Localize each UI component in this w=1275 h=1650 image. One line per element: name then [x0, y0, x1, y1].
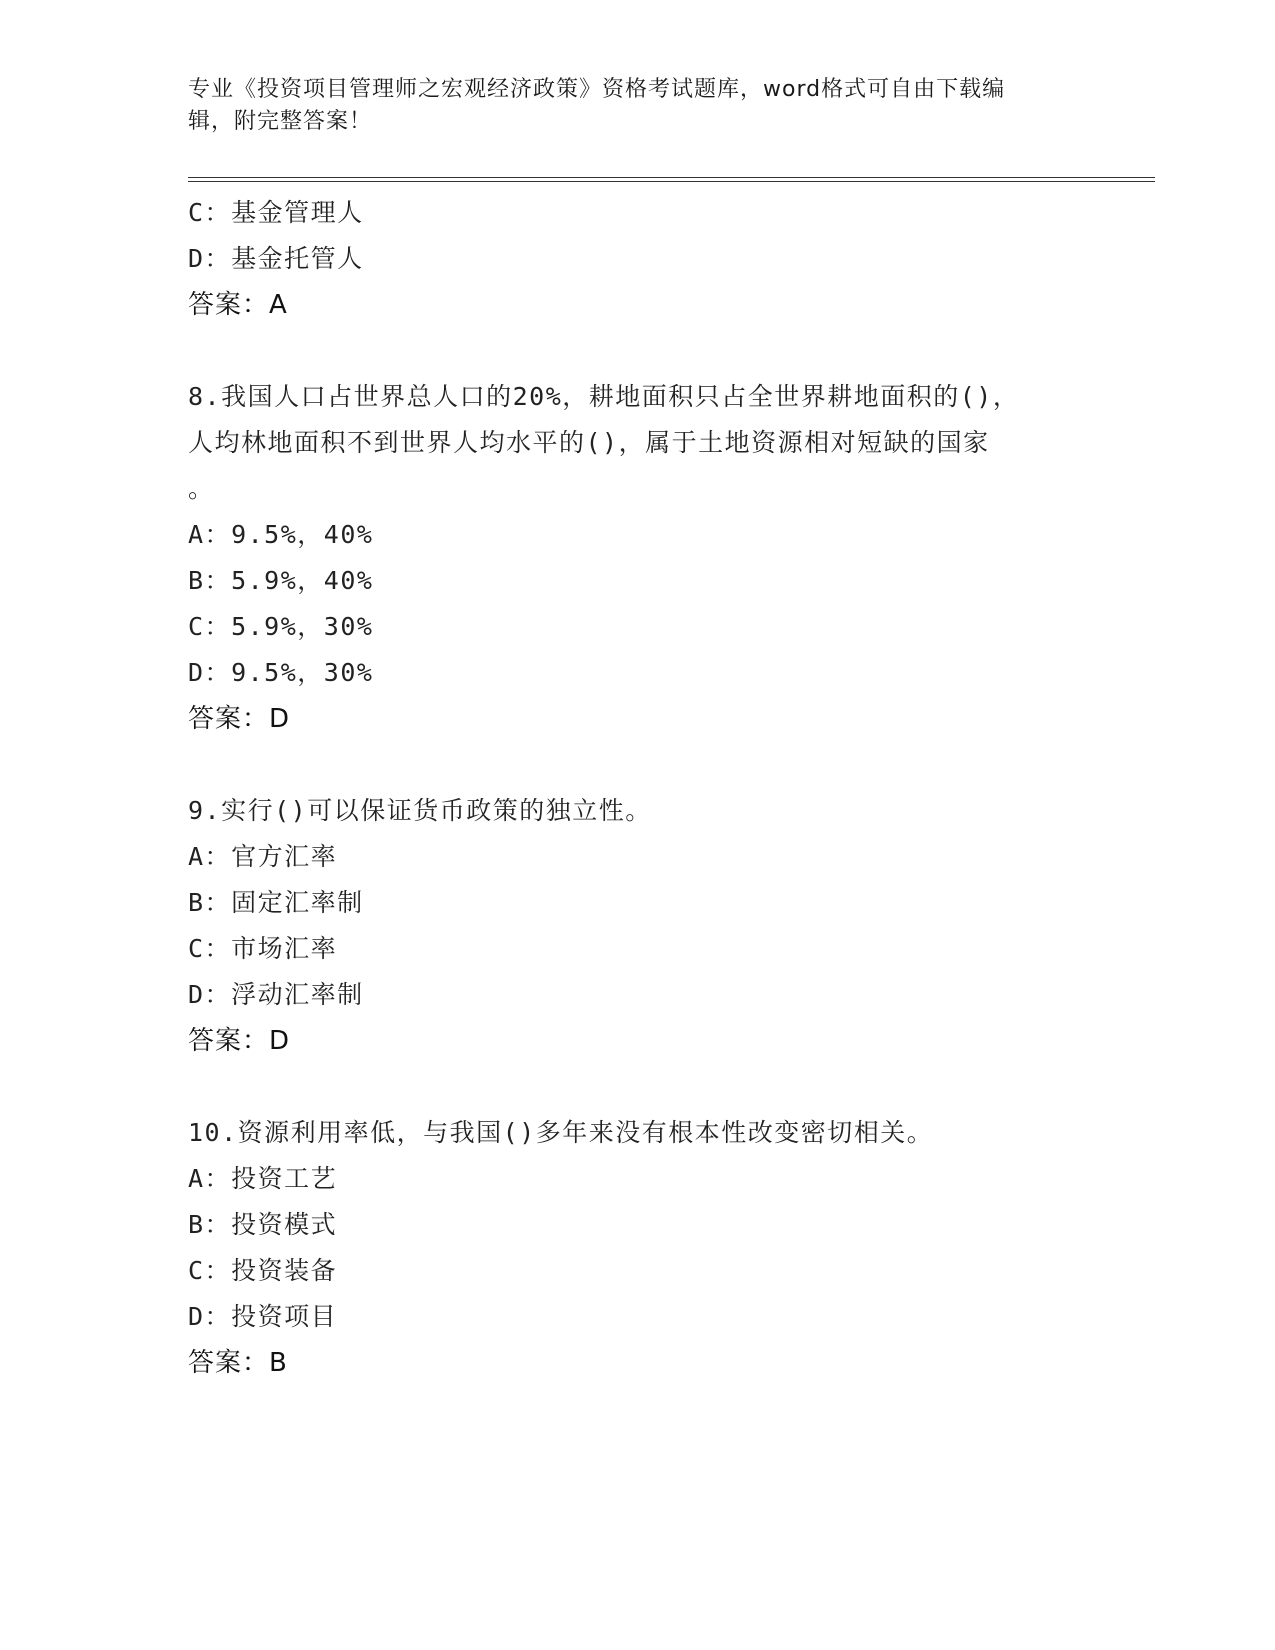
- option-label: A：: [188, 1164, 232, 1193]
- spacer: [188, 1064, 1088, 1110]
- option-label: A：: [188, 520, 232, 549]
- option-text: 固定汇率制: [231, 888, 364, 917]
- option-text: 投资模式: [231, 1210, 338, 1239]
- question-stem-line: 10.资源利用率低，与我国()多年来没有根本性改变密切相关。: [188, 1118, 934, 1147]
- option-label: D：: [188, 980, 232, 1009]
- option-label: A：: [188, 842, 232, 871]
- question-10: [188, 1110, 1088, 1386]
- option-text: 5.9%，40%: [231, 566, 374, 595]
- spacer: [188, 742, 1088, 788]
- option-a: [188, 512, 1088, 558]
- option-b: [188, 1202, 1088, 1248]
- answer-line: 答案：D: [188, 1026, 291, 1056]
- option-text: 基金管理人: [231, 198, 364, 227]
- question-stem-line: 人均林地面积不到世界人均水平的()，属于土地资源相对短缺的国家: [188, 428, 990, 457]
- option-c: [188, 604, 1088, 650]
- option-text: 投资装备: [231, 1256, 338, 1285]
- option-text: 5.9%，30%: [231, 612, 374, 641]
- question-stem-line: 9.实行()可以保证货币政策的独立性。: [188, 796, 652, 825]
- header-divider: [188, 177, 1155, 182]
- question-list: [188, 190, 1088, 1386]
- option-label: C：: [188, 612, 232, 641]
- answer-line: 答案：D: [188, 704, 291, 734]
- answer-line: 答案：B: [188, 1348, 288, 1378]
- option-label: C：: [188, 934, 232, 963]
- answer-line: 答案：A: [188, 290, 288, 320]
- option-label: C：: [188, 1256, 232, 1285]
- option-label: B：: [188, 1210, 232, 1239]
- option-text: 投资项目: [231, 1302, 338, 1331]
- option-label: C：: [188, 198, 232, 227]
- header-line-1: 专业《投资项目管理师之宏观经济政策》资格考试题库，word格式可自由下载编: [188, 77, 1006, 102]
- question-8: [188, 374, 1088, 742]
- option-text: 9.5%，40%: [231, 520, 374, 549]
- option-a: [188, 834, 1088, 880]
- page-header: [188, 74, 1068, 138]
- option-d: [188, 1294, 1088, 1340]
- option-text: 官方汇率: [231, 842, 338, 871]
- option-label: D：: [188, 1302, 232, 1331]
- spacer: [188, 328, 1088, 374]
- option-text: 投资工艺: [231, 1164, 338, 1193]
- option-text: 市场汇率: [231, 934, 338, 963]
- option-a: [188, 1156, 1088, 1202]
- option-b: [188, 558, 1088, 604]
- option-label: B：: [188, 888, 232, 917]
- option-c: [188, 190, 1088, 236]
- option-text: 9.5%，30%: [231, 658, 374, 687]
- question-stem-line: 。: [188, 474, 215, 503]
- option-text: 浮动汇率制: [231, 980, 364, 1009]
- question-9: [188, 788, 1088, 1064]
- option-label: B：: [188, 566, 232, 595]
- partial-question: [188, 190, 1088, 328]
- option-label: D：: [188, 244, 232, 273]
- option-c: [188, 1248, 1088, 1294]
- option-c: [188, 926, 1088, 972]
- option-d: [188, 972, 1088, 1018]
- option-text: 基金托管人: [231, 244, 364, 273]
- option-d: [188, 236, 1088, 282]
- option-b: [188, 880, 1088, 926]
- option-d: [188, 650, 1088, 696]
- option-label: D：: [188, 658, 232, 687]
- question-stem-line: 8.我国人口占世界总人口的20%，耕地面积只占全世界耕地面积的()，: [188, 382, 1020, 411]
- header-line-2: 辑，附完整答案！: [188, 109, 373, 134]
